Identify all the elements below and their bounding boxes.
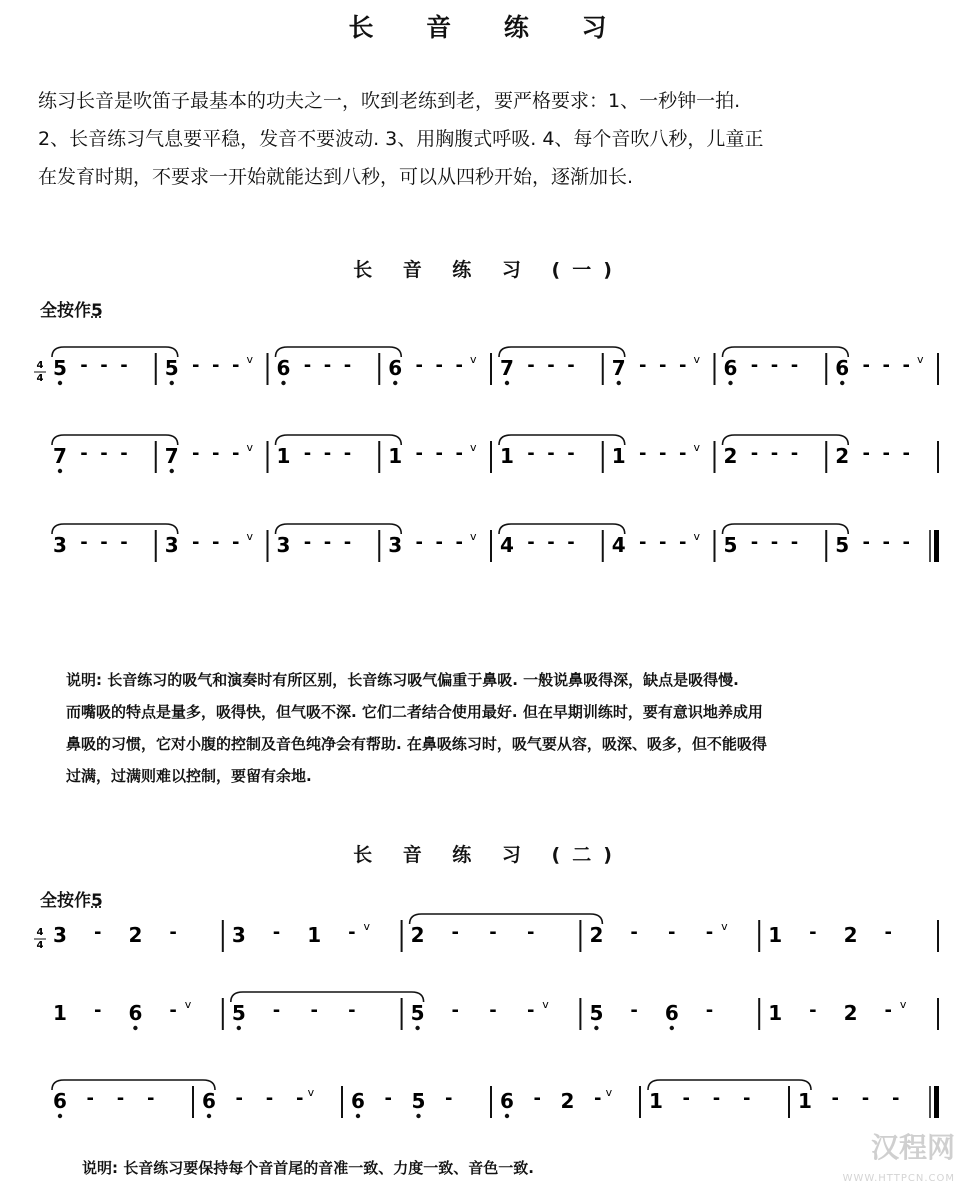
dash-extend: - — [679, 355, 687, 376]
intro-line: 在发育时期，不要求一开始就能达到八秒，可以从四秒开始，逐渐加长. — [38, 166, 634, 188]
dash-extend: - — [169, 1000, 177, 1021]
dash-extend: - — [526, 922, 535, 943]
score-note: 2 — [410, 923, 425, 947]
tie-slur — [723, 524, 849, 534]
time-signature-bottom: 4 — [36, 373, 44, 384]
score-note: 1 — [768, 923, 783, 947]
low-octave-dot — [237, 1026, 241, 1030]
tie-slur — [499, 347, 625, 357]
low-octave-dot — [58, 469, 62, 473]
note-line: 说明: 长音练习的吸气和演奏时有所区别，长音练习吸气偏重于鼻吸. 一般说鼻吸得深，缺点是吸得慢. — [66, 671, 739, 689]
time-signature-top: 4 — [36, 360, 44, 371]
score-note: 5 — [164, 356, 179, 380]
dash-extend: - — [659, 355, 667, 376]
dash-extend: - — [455, 532, 463, 553]
score-note: 3 — [53, 533, 67, 557]
score-note: 1 — [53, 1001, 67, 1025]
page-title: 长 音 练 习 — [348, 13, 629, 42]
dash-extend: - — [192, 443, 200, 464]
dash-extend: - — [679, 532, 687, 553]
tie-slur — [499, 435, 625, 445]
dash-extend: - — [212, 443, 220, 464]
score-note: 3 — [388, 533, 403, 557]
dash-extend: - — [809, 922, 817, 943]
low-octave-dot — [207, 1114, 211, 1118]
dash-extend: - — [882, 532, 890, 553]
dash-extend: - — [705, 1000, 714, 1021]
dash-extend: - — [527, 532, 535, 553]
score-note: 6 — [664, 1001, 679, 1025]
note-line: 过满，过满则难以控制，要留有余地. — [66, 767, 312, 785]
dash-extend: - — [884, 1000, 893, 1021]
dash-extend: - — [272, 922, 281, 943]
dash-extend: - — [594, 1088, 602, 1109]
dash-extend: - — [882, 355, 890, 376]
dash-extend: - — [809, 1000, 817, 1021]
fingering-note: 5 — [91, 301, 103, 321]
dash-extend: - — [303, 532, 312, 553]
dash-extend: - — [547, 532, 555, 553]
dash-extend: - — [659, 443, 667, 464]
dash-extend: - — [668, 922, 676, 943]
dash-extend: - — [639, 532, 647, 553]
dash-extend: - — [750, 443, 759, 464]
dash-extend: - — [116, 1088, 125, 1109]
dash-extend: - — [547, 443, 555, 464]
score-note: 6 — [388, 356, 403, 380]
dash-extend: - — [902, 443, 910, 464]
dash-extend: - — [750, 532, 759, 553]
score-note: 7 — [164, 444, 179, 468]
score-note: 1 — [611, 444, 626, 468]
score-note: 6 — [351, 1089, 365, 1113]
dash-extend: - — [169, 922, 177, 943]
score-note: 6 — [723, 356, 738, 380]
score-note: 6 — [835, 356, 850, 380]
dash-extend: - — [639, 443, 647, 464]
score-note: 5 — [835, 533, 850, 557]
dash-extend: - — [567, 532, 575, 553]
dash-extend: - — [770, 443, 779, 464]
score-note: 1 — [388, 444, 403, 468]
dash-extend: - — [630, 1000, 638, 1021]
score-note: 2 — [589, 923, 604, 947]
score-note: 1 — [649, 1089, 663, 1113]
low-octave-dot — [133, 1026, 137, 1030]
tie-slur — [276, 435, 402, 445]
dash-extend: - — [902, 355, 910, 376]
breath-mark: v — [246, 530, 254, 543]
dash-extend: - — [100, 355, 108, 376]
breath-mark: v — [899, 998, 907, 1011]
score-note: 6 — [128, 1001, 143, 1025]
dash-extend: - — [192, 532, 200, 553]
low-octave-dot — [58, 381, 62, 385]
fingering-text: 全按作 — [40, 891, 91, 911]
tie-slur — [52, 1080, 215, 1090]
dash-extend: - — [120, 532, 128, 553]
score-note: 4 — [500, 533, 514, 557]
dash-extend: - — [861, 1088, 870, 1109]
low-octave-dot — [728, 381, 732, 385]
dash-extend: - — [639, 355, 647, 376]
dash-extend: - — [831, 1088, 839, 1109]
score-note: 5 — [231, 1001, 246, 1025]
note-line: 鼻吸的习惯，它对小腹的控制及音色纯净会有帮助. 在鼻吸练习时，吸气要从容，吸深、吸多，但不能吸得 — [66, 735, 767, 753]
dash-extend: - — [659, 532, 667, 553]
low-octave-dot — [416, 1114, 420, 1118]
dash-extend: - — [770, 355, 779, 376]
low-octave-dot — [170, 381, 174, 385]
dash-extend: - — [343, 443, 352, 464]
score-note: 6 — [202, 1089, 216, 1113]
dash-extend: - — [384, 1088, 392, 1109]
breath-mark: v — [542, 998, 549, 1011]
dash-extend: - — [80, 443, 88, 464]
low-octave-dot — [415, 1026, 419, 1030]
intro-line: 2、长音练习气息要平稳，发音不要波动. 3、用胸腹式呼吸. 4、每个音吹八秒，儿童正 — [38, 128, 764, 150]
dash-extend: - — [310, 1000, 318, 1021]
score-note: 3 — [276, 533, 291, 557]
dash-extend: - — [862, 355, 870, 376]
tie-slur — [648, 1080, 811, 1090]
watermark-url: WWW.HTTPCN.COM — [842, 1173, 955, 1184]
dash-extend: - — [489, 1000, 497, 1021]
dash-extend: - — [348, 1000, 356, 1021]
dash-extend: - — [455, 443, 463, 464]
dash-extend: - — [265, 1088, 274, 1109]
score-note: 1 — [276, 444, 291, 468]
dash-extend: - — [415, 355, 423, 376]
tie-slur — [723, 435, 849, 445]
dash-extend: - — [455, 355, 463, 376]
intro-line: 练习长音是吹笛子最基本的功夫之一，吹到老练到老，要严格要求：1、一秒钟一拍. — [38, 90, 741, 112]
time-signature-bottom: 4 — [36, 940, 44, 951]
dash-extend: - — [120, 355, 128, 376]
score-note: 7 — [53, 444, 67, 468]
score-note: 3 — [164, 533, 179, 557]
low-octave-dot — [58, 1114, 62, 1118]
dash-extend: - — [712, 1088, 721, 1109]
dash-extend: - — [415, 532, 423, 553]
dash-extend: - — [750, 355, 759, 376]
dash-extend: - — [80, 532, 88, 553]
dash-extend: - — [232, 355, 240, 376]
score-note: 7 — [611, 356, 626, 380]
dash-extend: - — [296, 1088, 304, 1109]
score-note: 5 — [723, 533, 738, 557]
dash-extend: - — [235, 1088, 243, 1109]
dash-extend: - — [527, 355, 535, 376]
dash-extend: - — [212, 532, 220, 553]
score-note: 6 — [53, 1089, 67, 1113]
low-octave-dot — [594, 1026, 598, 1030]
score-note: 6 — [500, 1089, 514, 1113]
fingering-note: 5 — [91, 891, 103, 911]
dash-extend: - — [415, 443, 423, 464]
low-octave-dot — [170, 469, 174, 473]
dash-extend: - — [435, 443, 443, 464]
dash-extend: - — [884, 922, 893, 943]
dash-extend: - — [323, 443, 332, 464]
low-octave-dot — [393, 381, 397, 385]
dash-extend: - — [790, 532, 799, 553]
dash-extend: - — [435, 532, 443, 553]
dash-extend: - — [451, 922, 460, 943]
dash-extend: - — [489, 922, 497, 943]
dash-extend: - — [790, 355, 799, 376]
tie-slur — [52, 524, 178, 534]
time-signature-top: 4 — [36, 927, 44, 938]
score-note: 2 — [843, 923, 858, 947]
watermark-logo: 汉程网 — [870, 1131, 955, 1164]
score-note: 1 — [500, 444, 514, 468]
score-note: 1 — [798, 1089, 812, 1113]
dash-extend: - — [232, 532, 240, 553]
score-note: 5 — [411, 1089, 426, 1113]
dash-extend: - — [790, 443, 799, 464]
dash-extend: - — [232, 443, 240, 464]
dash-extend: - — [533, 1088, 541, 1109]
low-octave-dot — [840, 381, 844, 385]
dash-extend: - — [80, 355, 88, 376]
dash-extend: - — [526, 1000, 535, 1021]
score-note: 2 — [843, 1001, 858, 1025]
breath-mark: v — [184, 998, 192, 1011]
breath-mark: v — [605, 1086, 613, 1099]
dash-extend: - — [547, 355, 555, 376]
dash-extend: - — [100, 532, 108, 553]
tie-slur — [231, 992, 424, 1002]
score-note: 2 — [835, 444, 850, 468]
score-note: 6 — [276, 356, 291, 380]
score-note: 2 — [560, 1089, 575, 1113]
dash-extend: - — [435, 355, 443, 376]
tie-slur — [276, 524, 402, 534]
dash-extend: - — [527, 443, 535, 464]
dash-extend: - — [705, 922, 714, 943]
breath-mark: v — [469, 530, 477, 543]
breath-mark: v — [246, 353, 254, 366]
dash-extend: - — [882, 443, 890, 464]
breath-mark: v — [693, 353, 701, 366]
score-note: 2 — [723, 444, 738, 468]
tie-slur — [52, 347, 178, 357]
dash-extend: - — [120, 443, 128, 464]
low-octave-dot — [617, 381, 621, 385]
dash-extend: - — [862, 532, 870, 553]
score-note: 3 — [231, 923, 246, 947]
dash-extend: - — [892, 1088, 900, 1109]
tie-slur — [499, 524, 625, 534]
tie-slur — [723, 347, 849, 357]
dash-extend: - — [770, 532, 779, 553]
note-paragraph-2: 说明: 长音练习要保持每个音首尾的音准一致、力度一致、音色一致. — [82, 1159, 534, 1177]
dash-extend: - — [451, 1000, 460, 1021]
dash-extend: - — [343, 355, 352, 376]
dash-extend: - — [343, 532, 352, 553]
dash-extend: - — [100, 443, 108, 464]
breath-mark: v — [693, 441, 701, 454]
dash-extend: - — [862, 443, 870, 464]
tie-slur — [410, 914, 603, 924]
section-title-1: 长 音 练 习 (一) — [353, 259, 624, 281]
low-octave-dot — [356, 1114, 360, 1118]
dash-extend: - — [445, 1088, 453, 1109]
dash-extend: - — [323, 532, 332, 553]
score-note: 1 — [307, 923, 322, 947]
dash-extend: - — [323, 355, 332, 376]
dash-extend: - — [303, 443, 312, 464]
breath-mark: v — [307, 1086, 315, 1099]
final-barline-thick — [934, 530, 939, 562]
dash-extend: - — [212, 355, 220, 376]
section-title-2: 长 音 练 习 (二) — [353, 844, 624, 866]
score-note: 7 — [500, 356, 514, 380]
breath-mark: v — [363, 920, 371, 933]
breath-mark: v — [469, 353, 477, 366]
final-barline-thick — [934, 1086, 939, 1118]
breath-mark: v — [246, 441, 254, 454]
breath-mark: v — [469, 441, 477, 454]
dash-extend: - — [348, 922, 356, 943]
dash-extend: - — [679, 443, 687, 464]
tie-slur — [276, 347, 402, 357]
score-note: 5 — [589, 1001, 604, 1025]
low-octave-dot — [670, 1026, 674, 1030]
score-note: 5 — [53, 356, 67, 380]
low-octave-dot — [505, 381, 509, 385]
breath-mark: v — [693, 530, 701, 543]
score-note: 1 — [768, 1001, 783, 1025]
dash-extend: - — [567, 443, 575, 464]
score-note: 5 — [410, 1001, 425, 1025]
dash-extend: - — [192, 355, 200, 376]
dash-extend: - — [93, 1000, 102, 1021]
dash-extend: - — [902, 532, 910, 553]
score-note: 2 — [128, 923, 143, 947]
dash-extend: - — [86, 1088, 94, 1109]
dash-extend: - — [272, 1000, 281, 1021]
low-octave-dot — [281, 381, 285, 385]
dash-extend: - — [682, 1088, 690, 1109]
tie-slur — [52, 435, 178, 445]
dash-extend: - — [567, 355, 575, 376]
fingering-text: 全按作 — [40, 301, 91, 321]
dash-extend: - — [630, 922, 638, 943]
breath-mark: v — [916, 353, 924, 366]
dash-extend: - — [743, 1088, 751, 1109]
dash-extend: - — [147, 1088, 155, 1109]
dash-extend: - — [93, 922, 102, 943]
score-note: 4 — [611, 533, 626, 557]
score-note: 3 — [53, 923, 67, 947]
note-line: 而嘴吸的特点是量多，吸得快，但气吸不深. 它们二者结合使用最好. 但在早期训练时，要有意识地养成用 — [66, 703, 763, 721]
breath-mark: v — [721, 920, 728, 933]
dash-extend: - — [303, 355, 312, 376]
low-octave-dot — [505, 1114, 509, 1118]
